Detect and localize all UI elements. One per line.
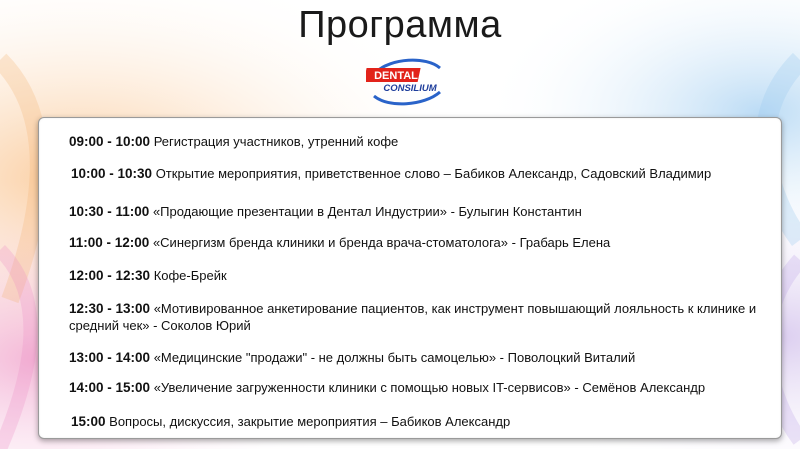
- schedule-text: «Мотивированное анкетирование пациентов, как инструмент повышающий лояльность к клинике и средний чек» - Соколов Юрий: [69, 301, 757, 333]
- schedule-time: 14:00 - 15:00: [69, 380, 151, 395]
- schedule-text: «Медицинские "продажи" - не должны быть самоцелью» - Поволоцкий Виталий: [153, 350, 636, 365]
- schedule-item: [69, 349, 635, 366]
- schedule-item: [69, 267, 227, 284]
- schedule-text: Вопросы, дискуссия, закрытие мероприятия – Бабиков Александр: [109, 414, 511, 429]
- schedule-time: 10:30 - 11:00: [69, 204, 150, 219]
- schedule-text: «Продающие презентации в Дентал Индустрии» - Булыгин Константин: [152, 204, 582, 219]
- logo-text-dental: DENTAL: [374, 70, 418, 82]
- logo-text-consilium: CONSILIUM: [383, 83, 437, 94]
- schedule-time: 09:00 - 10:00: [69, 134, 151, 149]
- schedule-item: [69, 300, 759, 334]
- schedule-text: «Увеличение загруженности клиники с помощью новых IT-сервисов» - Семёнов Александр: [153, 380, 706, 395]
- schedule-time: 12:30 - 13:00: [69, 301, 151, 316]
- schedule-item: [71, 165, 711, 182]
- page-title: Программа: [298, 4, 502, 46]
- schedule-item: [69, 379, 705, 396]
- schedule-time: 12:00 - 12:30: [69, 268, 151, 283]
- schedule-time: 11:00 - 12:00: [69, 235, 150, 250]
- dental-consilium-logo: [366, 52, 446, 108]
- program-panel: [38, 117, 782, 439]
- schedule-time: 13:00 - 14:00: [69, 350, 151, 365]
- schedule-text: Кофе-Брейк: [153, 268, 227, 283]
- schedule-text: «Синергизм бренда клиники и бренда врача-стоматолога» - Грабарь Елена: [152, 235, 611, 250]
- schedule-item: [69, 234, 610, 251]
- schedule-time: 10:00 - 10:30: [71, 166, 153, 181]
- schedule-time: 15:00: [71, 414, 106, 429]
- schedule-item: [69, 203, 582, 220]
- schedule-item: [71, 413, 510, 430]
- schedule-text: Регистрация участников, утренний кофе: [153, 134, 399, 149]
- schedule-text: Открытие мероприятия, приветственное слово – Бабиков Александр, Садовский Владимир: [155, 166, 712, 181]
- schedule-item: [69, 133, 398, 150]
